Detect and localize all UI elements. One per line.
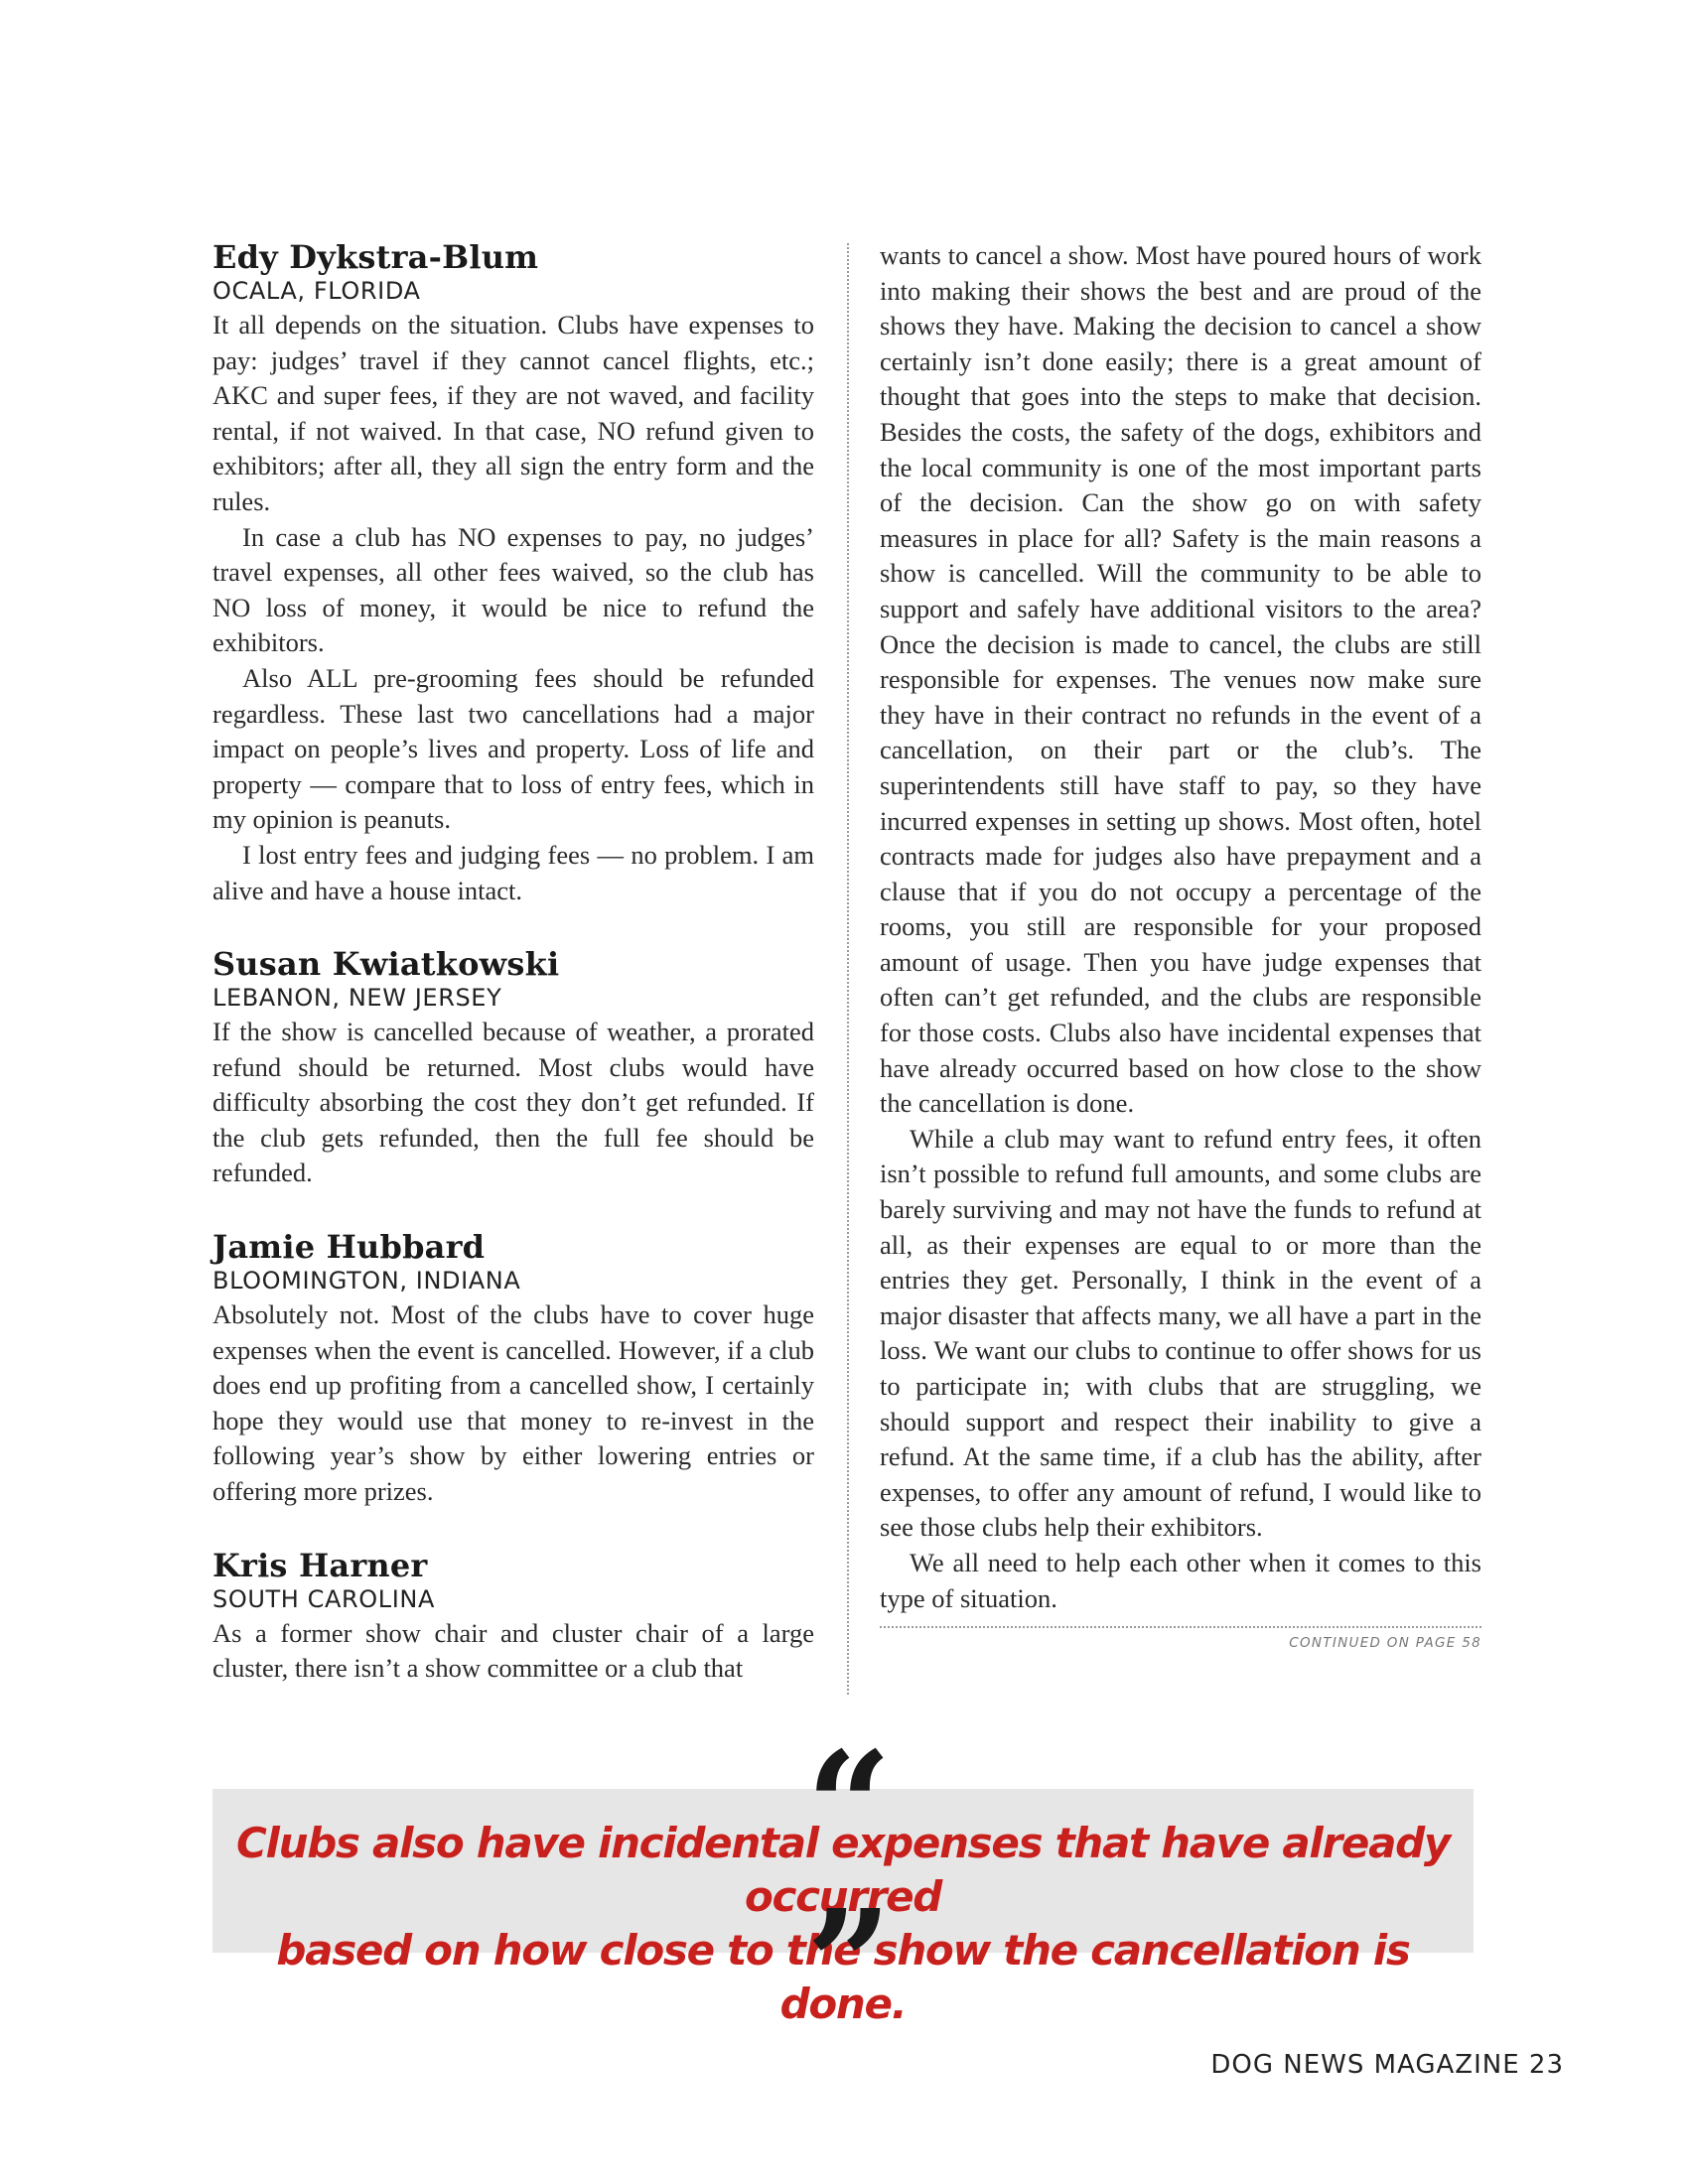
body-paragraph: If the show is cancelled because of weather, a prorated refund should be returned. Most clubs would have difficulty absorbing the cost they don’t get refunded. If the club gets refunded, then the full fee should be refunded.: [212, 1017, 814, 1188]
pull-quote-line: based on how close to the show the cancellation is done.: [276, 1926, 1410, 2028]
body-paragraph: In case a club has NO expenses to pay, no judges’ travel expenses, all other fees waived, so the club has NO loss of money, it would be nice to refund the exhibitors.: [212, 521, 814, 658]
close-quote-icon: [794, 1908, 904, 1985]
respondent-location: OCALA, FLORIDA: [212, 277, 421, 305]
respondent-name: Susan Kwiatkowski: [212, 945, 560, 984]
body-paragraph: While a club may want to refund entry fees, it often isn’t possible to refund full amounts, and some clubs are barely surviving and may not have the funds to refund at all, as their expenses are equal to or more than the entries they get. Personally, I think in the event of a major disaster that affects many, we all have a part in the loss. We want our clubs to continue to offer shows for us to participate in; with clubs that are struggling, we should support and respect their inability to give a refund. At the same time, if a club has the ability, after expenses, to offer any amount of refund, I would like to see those clubs help their exhibitors.: [880, 1123, 1481, 1543]
body-paragraph: I lost entry fees and judging fees — no problem. I am alive and have a house intact.: [212, 839, 814, 905]
body-paragraph: Also ALL pre-grooming fees should be refunded regardless. These last two cancellations had a major impact on people’s lives and property. Loss of life and property — compare that to loss of entry fees, which in my opinion is peanuts.: [212, 662, 814, 835]
page-footer: DOG NEWS MAGAZINE 23: [1210, 2050, 1564, 2080]
respondent-block: [212, 945, 814, 1191]
respondent-name: Edy Dykstra-Blum: [212, 238, 539, 276]
respondent-name: Kris Harner: [212, 1546, 428, 1584]
body-paragraph: Absolutely not. Most of the clubs have to cover huge expenses when the event is cancelled. However, if a club does end up profiting from a cancelled show, I certainly hope they would use that money to re-invest in the following year’s show by either lowering entries or offering more prizes.: [212, 1299, 814, 1507]
body-paragraph: As a former show chair and cluster chair of a large cluster, there isn’t a show committee or a club that: [212, 1617, 814, 1684]
respondent-location: BLOOMINGTON, INDIANA: [212, 1267, 521, 1296]
body-paragraph: We all need to help each other when it comes to this type of situation.: [880, 1547, 1481, 1613]
continued-note: CONTINUED ON PAGE 58: [1289, 1635, 1481, 1652]
respondent-name: Jamie Hubbard: [212, 1228, 486, 1267]
respondent-block: [212, 238, 814, 908]
body-paragraph: wants to cancel a show. Most have poured hours of work into making their shows the best and are proud of the shows they have. Making the decision to cancel a show certainly isn’t done easily; there is a great amount of thought that goes into the steps to make that decision. Besides the costs, the safety of the dogs, exhibitors and the local community is one of the most important parts of the decision. Can the show go on with safety measures in place for all? Safety is the main reasons a show is cancelled. Will the community to be able to support and safely have additional visitors to the area? Once the decision is made to cancel, the clubs are still responsible for expenses. The venues now make sure they have in their contract no refunds in the event of a cancellation, on their part or the club’s. The superintendents still have staff to pay, so they have incurred expenses in setting up shows. Most often, hotel contracts made for judges also have prepayment and a clause that if you do not occupy a percentage of the rooms, you still are responsible for your proposed amount of usage. Then you have judge expenses that often can’t get refunded, and the clubs are responsible for those costs. Clubs also have incidental expenses that have already occurred based on how close to the show the cancellation is done.: [880, 240, 1481, 1119]
right-column: [880, 238, 1481, 1652]
close-quote-glyph: [794, 1908, 904, 1985]
respondent-location: SOUTH CAROLINA: [212, 1584, 435, 1613]
column-divider: [847, 243, 849, 1695]
pull-quote-line: Clubs also have incidental expenses that have already occurred: [236, 1819, 1450, 1921]
body-paragraph: It all depends on the situation. Clubs have expenses to pay: judges’ travel if they cannot cancel flights, etc.; AKC and super fees, if they are not waved, and facility rental, if not waived. In that case, NO refund given to exhibitors; after all, they all sign the entry form and the rules.: [212, 310, 814, 516]
respondent-block: [212, 1547, 814, 1687]
left-column: [212, 238, 814, 1723]
open-quote-icon: [794, 1732, 904, 1802]
continued-rule: [880, 1626, 1481, 1628]
respondent-location: LEBANON, NEW JERSEY: [212, 984, 502, 1013]
respondent-block: [212, 1228, 814, 1510]
